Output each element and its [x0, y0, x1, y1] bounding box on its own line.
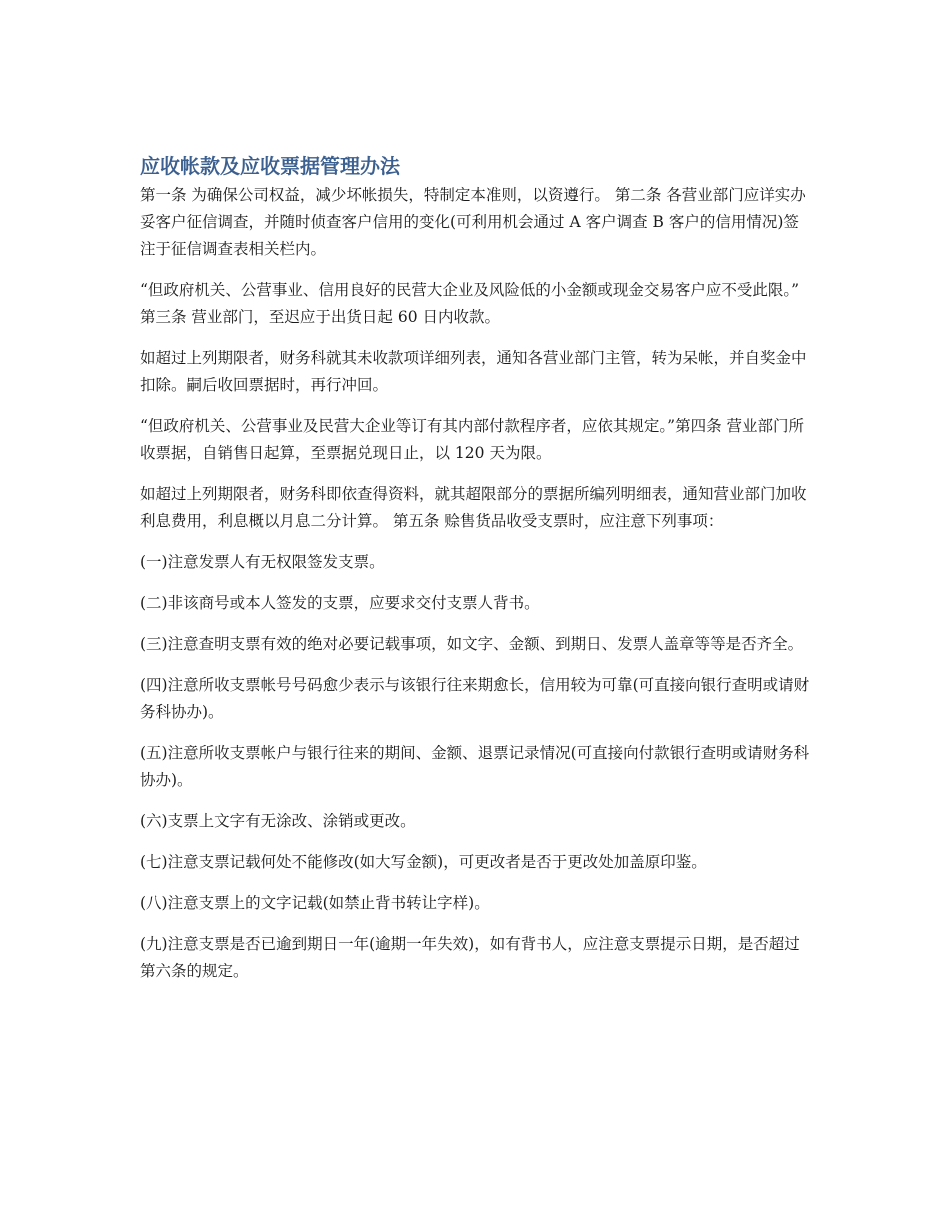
paragraph-1: 第一条 为确保公司权益，减少坏帐损失，特制定本准则，以资遵行。 第二条 各营业部门应详实办妥客户征信调查，并随时侦查客户信用的变化(可利用机会通过 A 客户调查 B 客户的信用情况)签注于征信调查表相关栏内。	[140, 186, 806, 258]
list-item-2: (二)非该商号或本人签发的支票，应要求交付支票人背书。	[140, 594, 540, 612]
paragraph-2: “但政府机关、公营事业、信用良好的民营大企业及风险低的小金额或现金交易客户应不受此限。” 第三条 营业部门，至迟应于出货日起 60 日内收款。	[140, 281, 800, 326]
list-item-1: (一)注意发票人有无权限签发支票。	[140, 553, 385, 571]
paragraph-4: “但政府机关、公营事业及民营大企业等订有其内部付款程序者，应依其规定。”第四条 营业部门所收票据，自销售日起算，至票据兑现日止，以 120 天为限。	[140, 417, 805, 462]
list-item-6: (六)支票上文字有无涂改、涂销或更改。	[140, 812, 416, 830]
list-item-4: (四)注意所收支票帐号号码愈少表示与该银行往来期愈长，信用较为可靠(可直接向银行查明或请财务科协办)。	[140, 676, 810, 721]
list-item-9: (九)注意支票是否已逾到期日一年(逾期一年失效)，如有背书人，应注意支票提示日期，是否超过第六条的规定。	[140, 935, 800, 980]
list-item-8: (八)注意支票上的文字记载(如禁止背书转让字样)。	[140, 894, 490, 912]
list-item-5: (五)注意所收支票帐户与银行往来的期间、金额、退票记录情况(可直接向付款银行查明或请财务科协办)。	[140, 744, 810, 789]
list-item-7: (七)注意支票记载何处不能修改(如大写金额)，可更改者是否于更改处加盖原印鉴。	[140, 853, 707, 871]
document-page	[140, 152, 810, 999]
paragraph-3: 如超过上列期限者，财务科就其未收款项详细列表，通知各营业部门主管，转为呆帐，并自奖金中扣除。嗣后收回票据时，再行冲回。	[140, 349, 807, 394]
list-item-3: (三)注意查明支票有效的绝对必要记载事项，如文字、金额、到期日、发票人盖章等等是否齐全。	[140, 635, 804, 653]
paragraph-5: 如超过上列期限者，财务科即依查得资料，就其超限部分的票据所编列明细表，通知营业部门加收利息费用，利息概以月息二分计算。 第五条 赊售货品收受支票时，应注意下列事项：	[140, 485, 807, 530]
document-title: 应收帐款及应收票据管理办法	[140, 154, 400, 178]
